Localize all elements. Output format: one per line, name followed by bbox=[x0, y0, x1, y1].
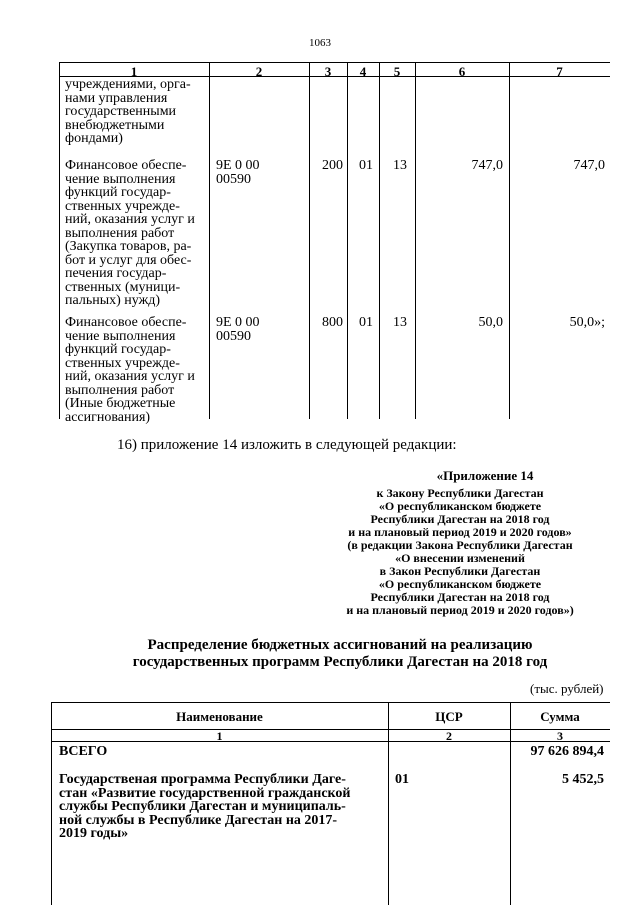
table-cell-value: 13 bbox=[393, 158, 407, 173]
continuation-table bbox=[59, 62, 610, 425]
table-col-border bbox=[415, 62, 416, 419]
appendix-line: «О республиканском бюджете bbox=[378, 577, 542, 591]
table-cell-code: 9Е 0 00 00590 bbox=[216, 158, 260, 187]
program-name: Государственая программа Республики Даге- стан «Развитие государственной гражданской службы Республики Дагестан и муниципаль- ной службы в Республике Дагестан на 2017- 2019 годы» bbox=[59, 772, 351, 841]
appendix-line: «О внесении изменений bbox=[395, 551, 525, 565]
table-cell-value: 800 bbox=[322, 315, 343, 330]
column-number: 1 bbox=[216, 729, 223, 743]
column-header-sum: Сумма bbox=[540, 709, 580, 724]
table-cell-value: 50,0 bbox=[478, 315, 503, 330]
table-cell-name: Финансовое обеспе- чение выполнения функций государ- ственных учрежде- ний, оказания услуг и выполнения работ (Закупка товаров, ра- бот и услуг для обес- печения государ- ственных (муници- пальных) нужд) bbox=[65, 158, 195, 308]
table-cell-value: 13 bbox=[393, 315, 407, 330]
table-cell-value: 01 bbox=[359, 315, 373, 330]
column-header-code: ЦСР bbox=[435, 709, 463, 724]
appendix-line: «О республиканском бюджете bbox=[378, 499, 542, 513]
column-number: 3 bbox=[557, 729, 563, 743]
column-header: 1 bbox=[130, 64, 138, 79]
total-label: ВСЕГО bbox=[59, 744, 108, 759]
appendix-line: к Закону Республики Дагестан bbox=[376, 486, 544, 500]
column-header-name: Наименование bbox=[176, 709, 263, 724]
document-title-line1: Распределение бюджетных ассигнований на реализацию bbox=[147, 637, 533, 653]
table-col-border bbox=[347, 62, 348, 419]
column-number: 2 bbox=[446, 729, 452, 743]
column-header: 4 bbox=[359, 64, 367, 79]
table-col-border bbox=[309, 62, 310, 419]
units-label: (тыс. рублей) bbox=[530, 681, 604, 696]
column-header: 5 bbox=[393, 64, 401, 79]
appendix-line: (в редакции Закона Республики Дагестан bbox=[347, 538, 573, 552]
column-header: 2 bbox=[255, 64, 263, 79]
programs-table bbox=[51, 702, 610, 905]
table-border-top bbox=[51, 702, 610, 703]
appendix-line: в Закон Республики Дагестан bbox=[379, 564, 541, 578]
table-cell-value: 747,0 bbox=[573, 158, 605, 173]
column-header: 3 bbox=[324, 64, 332, 79]
appendix-line: Республики Дагестан на 2018 год bbox=[370, 590, 550, 604]
table-col-border bbox=[509, 62, 510, 419]
program-code: 01 bbox=[395, 772, 409, 787]
table-cell-name: Финансовое обеспе- чение выполнения функций государ- ственных учрежде- ний, оказания услуг и выполнения работ (Иные бюджетные ассигнования) bbox=[65, 315, 195, 425]
table-col-border bbox=[209, 62, 210, 419]
column-header: 7 bbox=[556, 64, 563, 79]
table-cell-value: 200 bbox=[322, 158, 343, 173]
table-cell-name: учреждениями, орга- нами управления государственными внебюджетными фондами) bbox=[65, 77, 191, 146]
table-cell-value: 50,0»; bbox=[569, 315, 605, 330]
table-cell-value: 747,0 bbox=[471, 158, 503, 173]
table-cell-value: 01 bbox=[359, 158, 373, 173]
table-col-border bbox=[59, 62, 60, 419]
table-cell-code: 9Е 0 00 00590 bbox=[216, 315, 260, 344]
program-sum: 5 452,5 bbox=[562, 772, 604, 787]
total-sum: 97 626 894,4 bbox=[530, 744, 604, 759]
appendix-line: и на плановый период 2019 и 2020 годов») bbox=[346, 603, 574, 617]
appendix-line: Республики Дагестан на 2018 год bbox=[370, 512, 550, 526]
table-col-border bbox=[379, 62, 380, 419]
page-number: 1063 bbox=[309, 37, 331, 49]
column-header: 6 bbox=[458, 64, 466, 79]
amendment-paragraph: 16) приложение 14 изложить в следующей редакции: bbox=[117, 437, 457, 453]
table-border-top bbox=[59, 62, 610, 63]
document-title-line2: государственных программ Республики Дагестан на 2018 год bbox=[132, 654, 548, 670]
appendix-title: «Приложение 14 bbox=[436, 468, 534, 483]
appendix-line: и на плановый период 2019 и 2020 годов» bbox=[348, 525, 572, 539]
